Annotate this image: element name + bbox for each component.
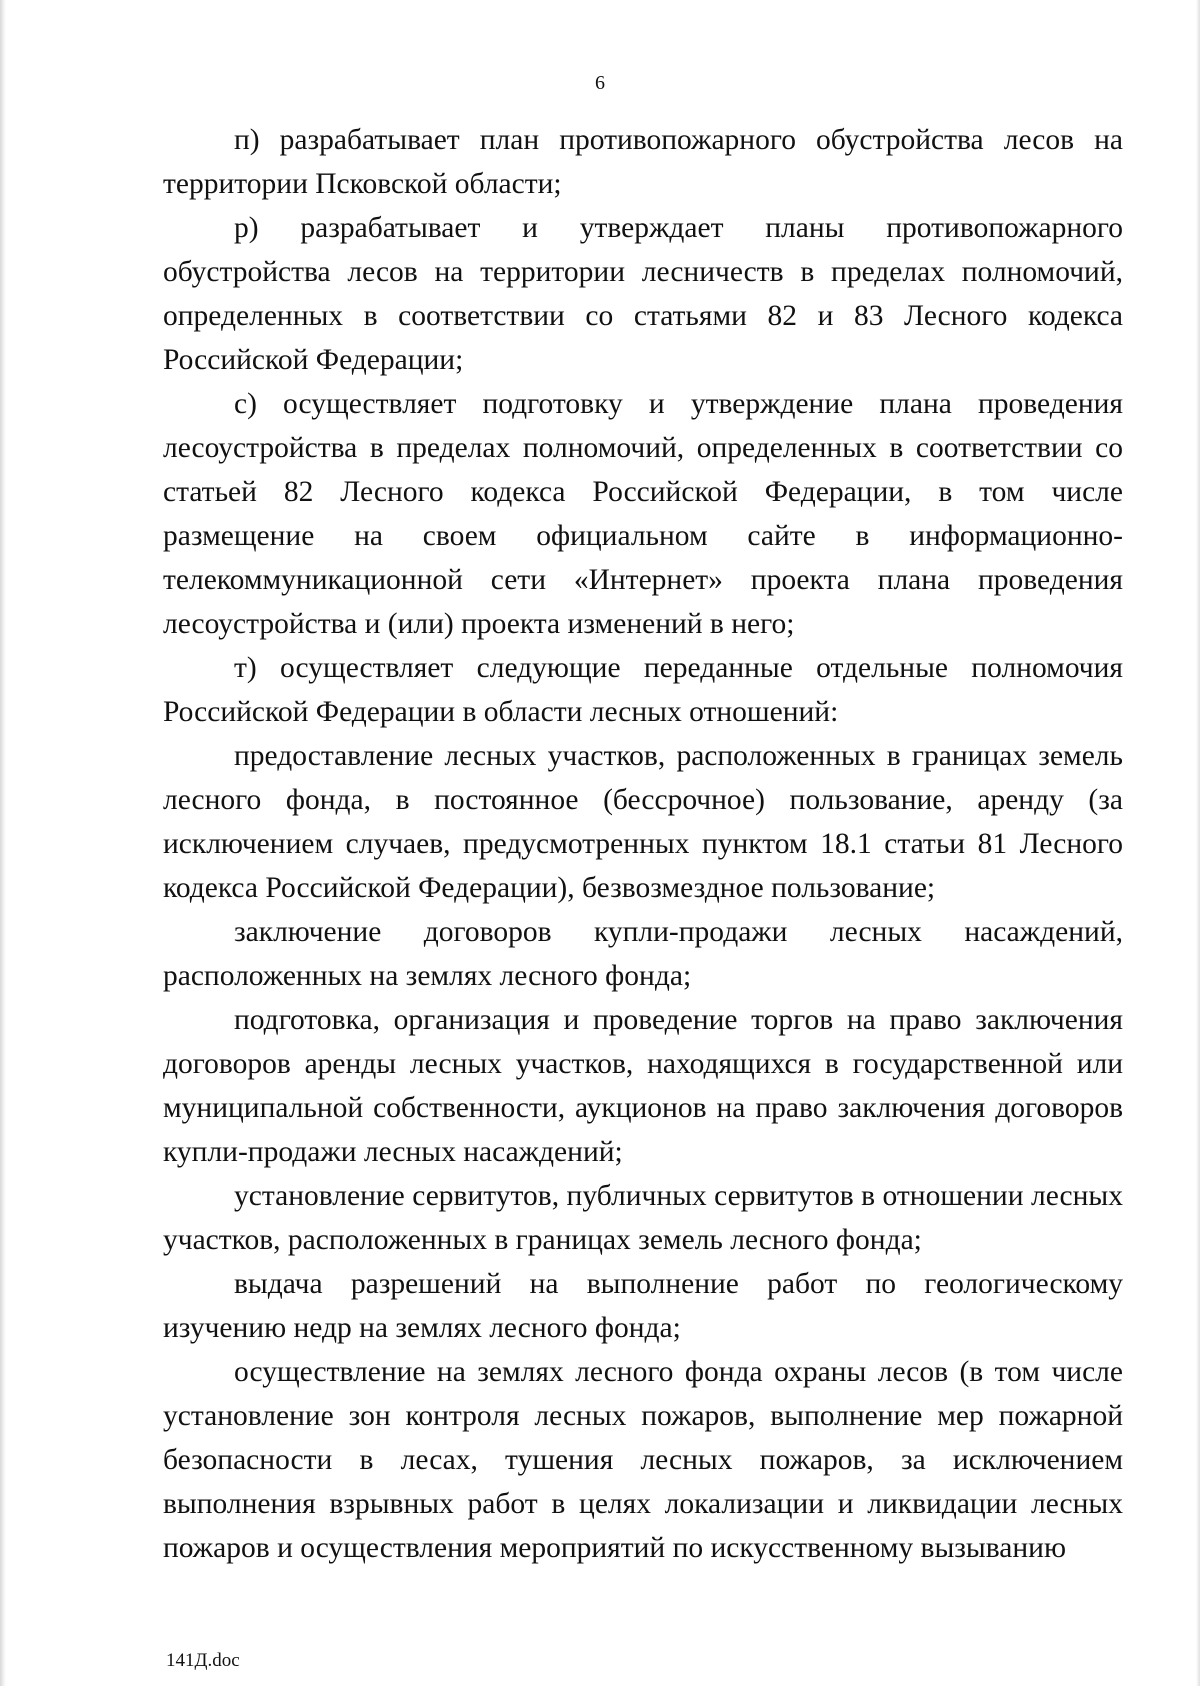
paragraph-geology-permits: выдача разрешений на выполнение работ по геологическому изучению недр на землях лесного фонда; [163, 1268, 1123, 1344]
file-name-footer: 141Д.doc [166, 1650, 240, 1671]
scan-edge-left [0, 0, 6, 1686]
page-number: 6 [595, 72, 605, 94]
paragraph-s: с) осуществляет подготовку и утверждение плана проведения лесоустройства в пределах полномочий, определенных в соответствии со статьей 82 Лесного кодекса Российской Федерации, в том числе размещение на своем официальном сайте в информационно-телекоммуникационной сети «Интернет» проекта плана проведения лесоустройства и (или) проекта изменений в него; [163, 388, 1123, 640]
document-body [163, 118, 1123, 1570]
paragraph-auctions: подготовка, организация и проведение торгов на право заключения договоров аренды лесных участков, находящихся в государственной или муниципальной собственности, аукционов на право заключения договоров купли-продажи лесных насаждений; [163, 1004, 1123, 1168]
paragraph-land-provision: предоставление лесных участков, расположенных в границах земель лесного фонда, в постоянное (бессрочное) пользование, аренду (за исключением случаев, предусмотренных пунктом 18.1 статьи 81 Лесного кодекса Российской Федерации), безвозмездное пользование; [163, 740, 1123, 904]
paragraph-sale-contracts: заключение договоров купли-продажи лесных насаждений, расположенных на землях лесного фонда; [163, 916, 1123, 992]
paragraph-p: п) разрабатывает план противопожарного обустройства лесов на территории Псковской области; [163, 124, 1123, 200]
paragraph-t: т) осуществляет следующие переданные отдельные полномочия Российской Федерации в области лесных отношений: [163, 652, 1123, 728]
paragraph-r: р) разрабатывает и утверждает планы противопожарного обустройства лесов на территории лесничеств в пределах полномочий, определенных в соответствии со статьями 82 и 83 Лесного кодекса Российской Федерации; [163, 212, 1123, 376]
paragraph-servitudes: установление сервитутов, публичных сервитутов в отношении лесных участков, расположенных в границах земель лесного фонда; [163, 1180, 1123, 1256]
paragraph-forest-protection: осуществление на землях лесного фонда охраны лесов (в том числе установление зон контроля лесных пожаров, выполнение мер пожарной безопасности в лесах, тушения лесных пожаров, за исключением выполнения взрывных работ в целях локализации и ликвидации лесных пожаров и осуществления мероприятий по искусственному вызыванию [163, 1356, 1123, 1564]
scan-edge-right [1196, 0, 1200, 1686]
